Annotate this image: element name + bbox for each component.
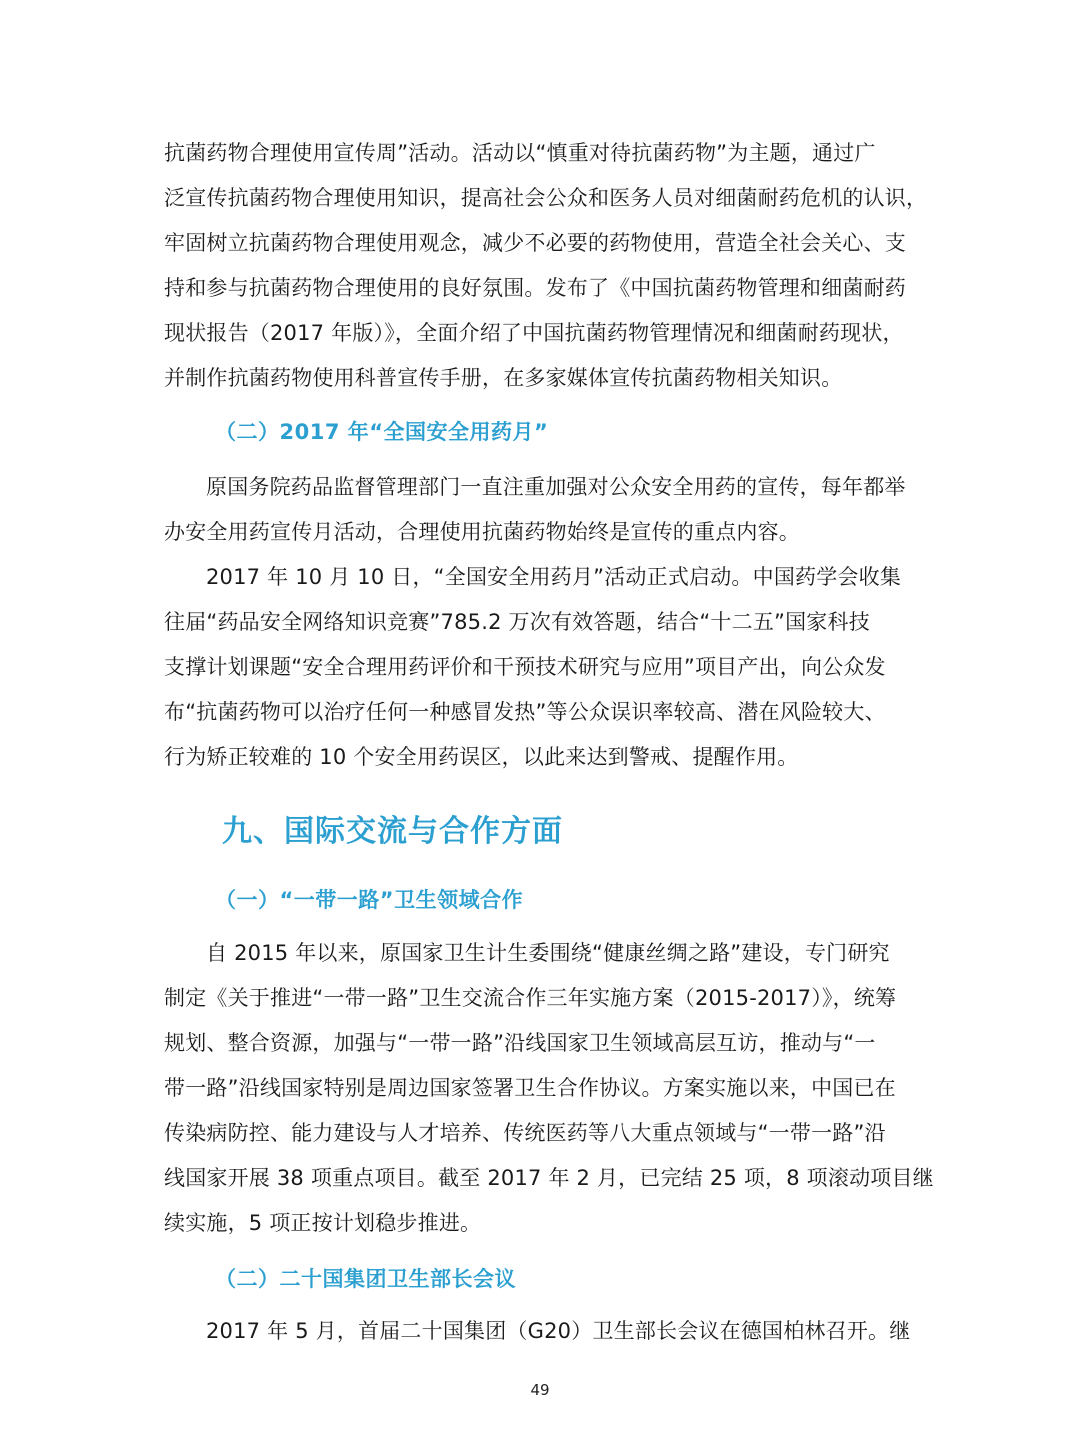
text-line: 传染病防控、能力建设与人才培养、传统医药等八大重点领域与“一带一路”沿 [164, 1121, 886, 1145]
text-line: 布“抗菌药物可以治疗任何一种感冒发热”等公众误识率较高、潜在风险较大、 [164, 700, 886, 724]
text-line: 线国家开展 38 项重点项目。截至 2017 年 2 月，已完结 25 项，8 项滚动项目继 [164, 1166, 934, 1190]
sub-heading: （二）二十国集团卫生部长会议 [215, 1267, 516, 1291]
paragraph-2 [164, 465, 924, 555]
text-line: 往届“药品安全网络知识竞赛”785.2 万次有效答题，结合“十二五”国家科技 [164, 610, 870, 634]
paragraph-5 [164, 1309, 924, 1354]
text-line: 带一路”沿线国家特别是周边国家签署卫生合作协议。方案实施以来，中国已在 [164, 1076, 896, 1100]
text-line: 2017 年 10 月 10 日，“全国安全用药月”活动正式启动。中国药学会收集 [206, 565, 902, 589]
text-line: 支撑计划课题“安全合理用药评价和干预技术研究与应用”项目产出，向公众发 [164, 655, 886, 679]
paragraph-3 [164, 555, 924, 780]
paragraph-4 [164, 931, 934, 1246]
text-line: 泛宣传抗菌药物合理使用知识，提高社会公众和医务人员对细菌耐药危机的认识， [164, 186, 928, 210]
text-line: 抗菌药物合理使用宣传周”活动。活动以“慎重对待抗菌药物”为主题，通过广 [164, 141, 876, 165]
page-number: 49 [530, 1381, 550, 1399]
text-line: 现状报告（2017 年版）》，全面介绍了中国抗菌药物管理情况和细菌耐药现状， [164, 321, 904, 345]
text-line: 2017 年 5 月，首届二十国集团（G20）卫生部长会议在德国柏林召开。继 [206, 1319, 911, 1343]
text-line: 并制作抗菌药物使用科普宣传手册，在多家媒体宣传抗菌药物相关知识。 [164, 366, 843, 390]
text-line: 制定《关于推进“一带一路”卫生交流合作三年实施方案（2015-2017）》，统筹 [164, 986, 897, 1010]
sub-heading: （二）2017 年“全国安全用药月” [215, 420, 549, 444]
text-line: 办安全用药宣传月活动，合理使用抗菌药物始终是宣传的重点内容。 [164, 520, 800, 544]
text-line: 行为矫正较难的 10 个安全用药误区，以此来达到警戒、提醒作用。 [164, 745, 799, 769]
text-line: 持和参与抗菌药物合理使用的良好氛围。发布了《中国抗菌药物管理和细菌耐药 [164, 276, 906, 300]
text-line: 续实施，5 项正按计划稳步推进。 [164, 1211, 482, 1235]
text-line: 规划、整合资源，加强与“一带一路”沿线国家卫生领域高层互访，推动与“一 [164, 1031, 876, 1055]
paragraph-1 [164, 131, 928, 401]
text-line: 自 2015 年以来，原国家卫生计生委围绕“健康丝绸之路”建设，专门研究 [206, 941, 890, 965]
section-heading: 九、国际交流与合作方面 [222, 814, 563, 849]
text-line: 牢固树立抗菌药物合理使用观念，减少不必要的药物使用，营造全社会关心、支 [164, 231, 906, 255]
sub-heading: （一）“一带一路”卫生领域合作 [215, 888, 524, 912]
text-line: 原国务院药品监督管理部门一直注重加强对公众安全用药的宣传，每年都举 [206, 475, 906, 499]
